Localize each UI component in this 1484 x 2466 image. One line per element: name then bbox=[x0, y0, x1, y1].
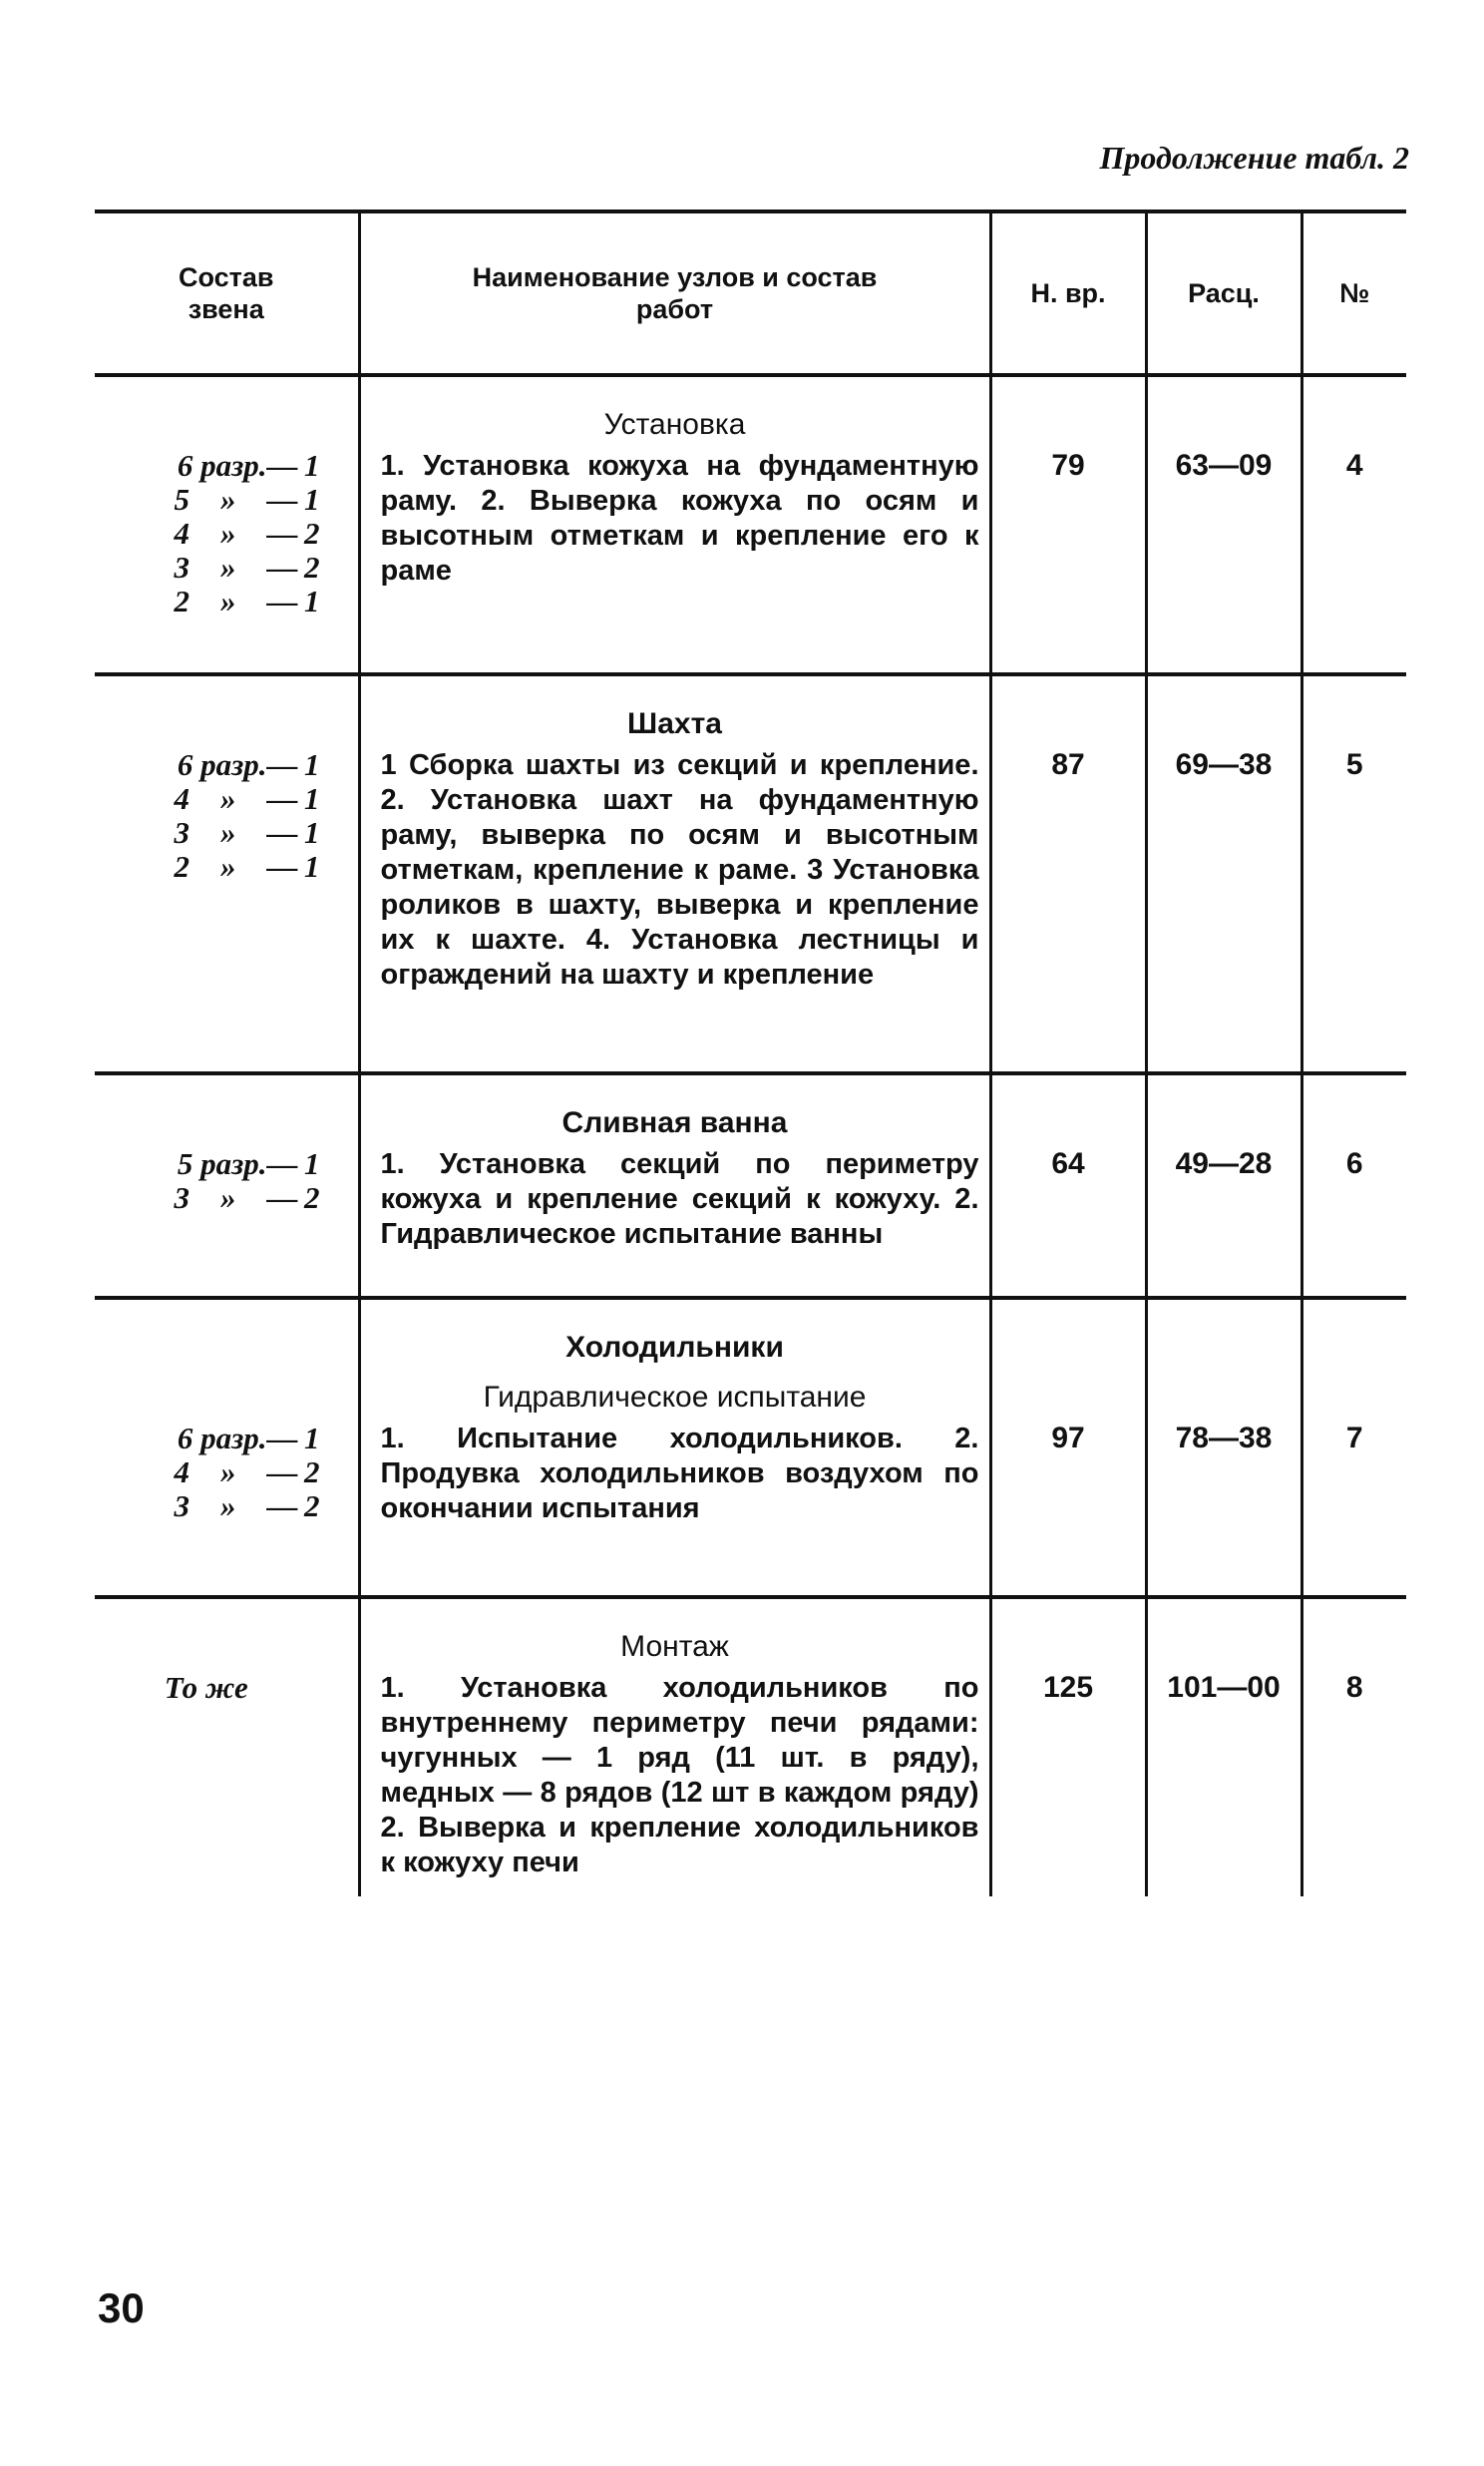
work-description: 1. Установка кожуха на фундаментную раму. 2. Выверка кожуха по осям и высотным отметкам и крепление его к раме bbox=[380, 450, 979, 587]
item-number-cell: 8 bbox=[1301, 1597, 1406, 1896]
crew-count: 1 bbox=[304, 584, 320, 618]
crew-line bbox=[95, 551, 358, 585]
crew-count: 2 bbox=[304, 1488, 320, 1523]
section-title: Установка bbox=[603, 408, 746, 441]
time-norm-cell: 97 bbox=[990, 1298, 1146, 1597]
crew-grade: 5 разр.— bbox=[177, 1146, 298, 1181]
crew-same: То же bbox=[164, 1670, 248, 1705]
crew-line bbox=[95, 782, 358, 816]
rate-cell: 78—38 bbox=[1146, 1298, 1301, 1597]
table-row bbox=[95, 375, 1406, 674]
table-caption: Продолжение табл. 2 bbox=[1099, 140, 1409, 176]
rate-cell: 63—09 bbox=[1146, 375, 1301, 674]
header-name: Наименование узлов и состав работ bbox=[359, 211, 990, 375]
rate-cell: 101—00 bbox=[1146, 1597, 1301, 1896]
crew-line bbox=[95, 1489, 358, 1523]
work-description: 1. Установка холодильников по внутреннему периметру печи рядами: чугунных — 1 ряд (11 шт. в ряду), медных — 8 рядов (12 шт в каждом ряду) 2. Выверка и крепление холодильников к кожуху печи bbox=[380, 1672, 979, 1878]
crew-grade: 4 » — bbox=[174, 1454, 298, 1489]
section-title: Сливная ванна bbox=[561, 1106, 788, 1139]
crew-line bbox=[95, 449, 358, 483]
crew-line bbox=[95, 816, 358, 850]
work-description: 1 Сборка шахты из секций и крепление. 2. Установка шахт на фундаментную раму, выверка по осям и высотным отметкам, крепление к раме. 3 Установка роликов в шахту, выверка и крепление их к шахте. 4. Установка лестницы и ограждений на шахту и крепление bbox=[380, 749, 979, 991]
section-title: Монтаж bbox=[620, 1630, 729, 1663]
crew-cell bbox=[95, 1597, 359, 1896]
crew-grade: 4 » — bbox=[174, 516, 298, 551]
page-number: 30 bbox=[98, 2284, 145, 2331]
crew-grade: 2 » — bbox=[174, 849, 298, 884]
crew-grade: 3 » — bbox=[174, 1180, 298, 1215]
rate-cell: 69—38 bbox=[1146, 674, 1301, 1073]
crew-count: 1 bbox=[304, 482, 320, 517]
crew-line bbox=[95, 1455, 358, 1489]
work-description-cell bbox=[359, 375, 990, 674]
crew-grade: 3 » — bbox=[174, 815, 298, 850]
header-rate: Расц. bbox=[1146, 211, 1301, 375]
crew-count: 1 bbox=[304, 815, 320, 850]
header-norm: Н. вр. bbox=[990, 211, 1146, 375]
crew-count: 2 bbox=[304, 516, 320, 551]
work-description-cell bbox=[359, 674, 990, 1073]
crew-count: 1 bbox=[304, 448, 320, 483]
time-norm-cell: 64 bbox=[990, 1073, 1146, 1298]
crew-line bbox=[95, 517, 358, 551]
table-row bbox=[95, 1298, 1406, 1597]
crew-count: 2 bbox=[304, 1454, 320, 1489]
crew-cell bbox=[95, 375, 359, 674]
table-row bbox=[95, 674, 1406, 1073]
crew-line bbox=[95, 1422, 358, 1455]
crew-grade: 5 » — bbox=[174, 482, 298, 517]
crew-count: 1 bbox=[304, 747, 320, 782]
item-number-cell: 5 bbox=[1301, 674, 1406, 1073]
item-number-cell: 7 bbox=[1301, 1298, 1406, 1597]
crew-count: 1 bbox=[304, 781, 320, 816]
work-norms-table bbox=[95, 209, 1406, 1896]
section-subtitle: Гидравлическое испытание bbox=[483, 1381, 867, 1414]
crew-line bbox=[95, 748, 358, 782]
crew-grade: 3 » — bbox=[174, 550, 298, 585]
item-number-cell: 6 bbox=[1301, 1073, 1406, 1298]
crew-cell bbox=[95, 1298, 359, 1597]
crew-cell bbox=[95, 674, 359, 1073]
time-norm-cell: 79 bbox=[990, 375, 1146, 674]
section-title: Холодильники bbox=[565, 1331, 784, 1364]
header-num: № bbox=[1301, 211, 1406, 375]
work-description: 1. Установка секций по периметру кожуха и крепление секций к кожуху. 2. Гидравлическое испытание ванны bbox=[380, 1148, 979, 1250]
crew-count: 2 bbox=[304, 550, 320, 585]
table-header-row bbox=[95, 211, 1406, 375]
work-description-cell bbox=[359, 1597, 990, 1896]
crew-grade: 6 разр.— bbox=[177, 747, 298, 782]
crew-line bbox=[95, 585, 358, 618]
crew-grade: 3 » — bbox=[174, 1488, 298, 1523]
crew-count: 2 bbox=[304, 1180, 320, 1215]
header-crew: Состав звена bbox=[95, 211, 359, 375]
work-description-cell bbox=[359, 1298, 990, 1597]
crew-grade: 4 » — bbox=[174, 781, 298, 816]
table-row bbox=[95, 1597, 1406, 1896]
item-number-cell: 4 bbox=[1301, 375, 1406, 674]
crew-count: 1 bbox=[304, 1146, 320, 1181]
work-description: 1. Испытание холодильников. 2. Продувка холодильников воздухом по окончании испытания bbox=[380, 1423, 979, 1524]
rate-cell: 49—28 bbox=[1146, 1073, 1301, 1298]
crew-cell bbox=[95, 1073, 359, 1298]
time-norm-cell: 87 bbox=[990, 674, 1146, 1073]
work-description-cell bbox=[359, 1073, 990, 1298]
crew-line bbox=[95, 1181, 358, 1215]
crew-count: 1 bbox=[304, 1421, 320, 1455]
crew-grade: 6 разр.— bbox=[177, 448, 298, 483]
crew-line bbox=[95, 850, 358, 884]
crew-grade: 6 разр.— bbox=[177, 1421, 298, 1455]
table-row bbox=[95, 1073, 1406, 1298]
crew-count: 1 bbox=[304, 849, 320, 884]
crew-line bbox=[95, 1147, 358, 1181]
crew-grade: 2 » — bbox=[174, 584, 298, 618]
crew-line bbox=[95, 483, 358, 517]
section-title: Шахта bbox=[627, 707, 722, 740]
time-norm-cell: 125 bbox=[990, 1597, 1146, 1896]
